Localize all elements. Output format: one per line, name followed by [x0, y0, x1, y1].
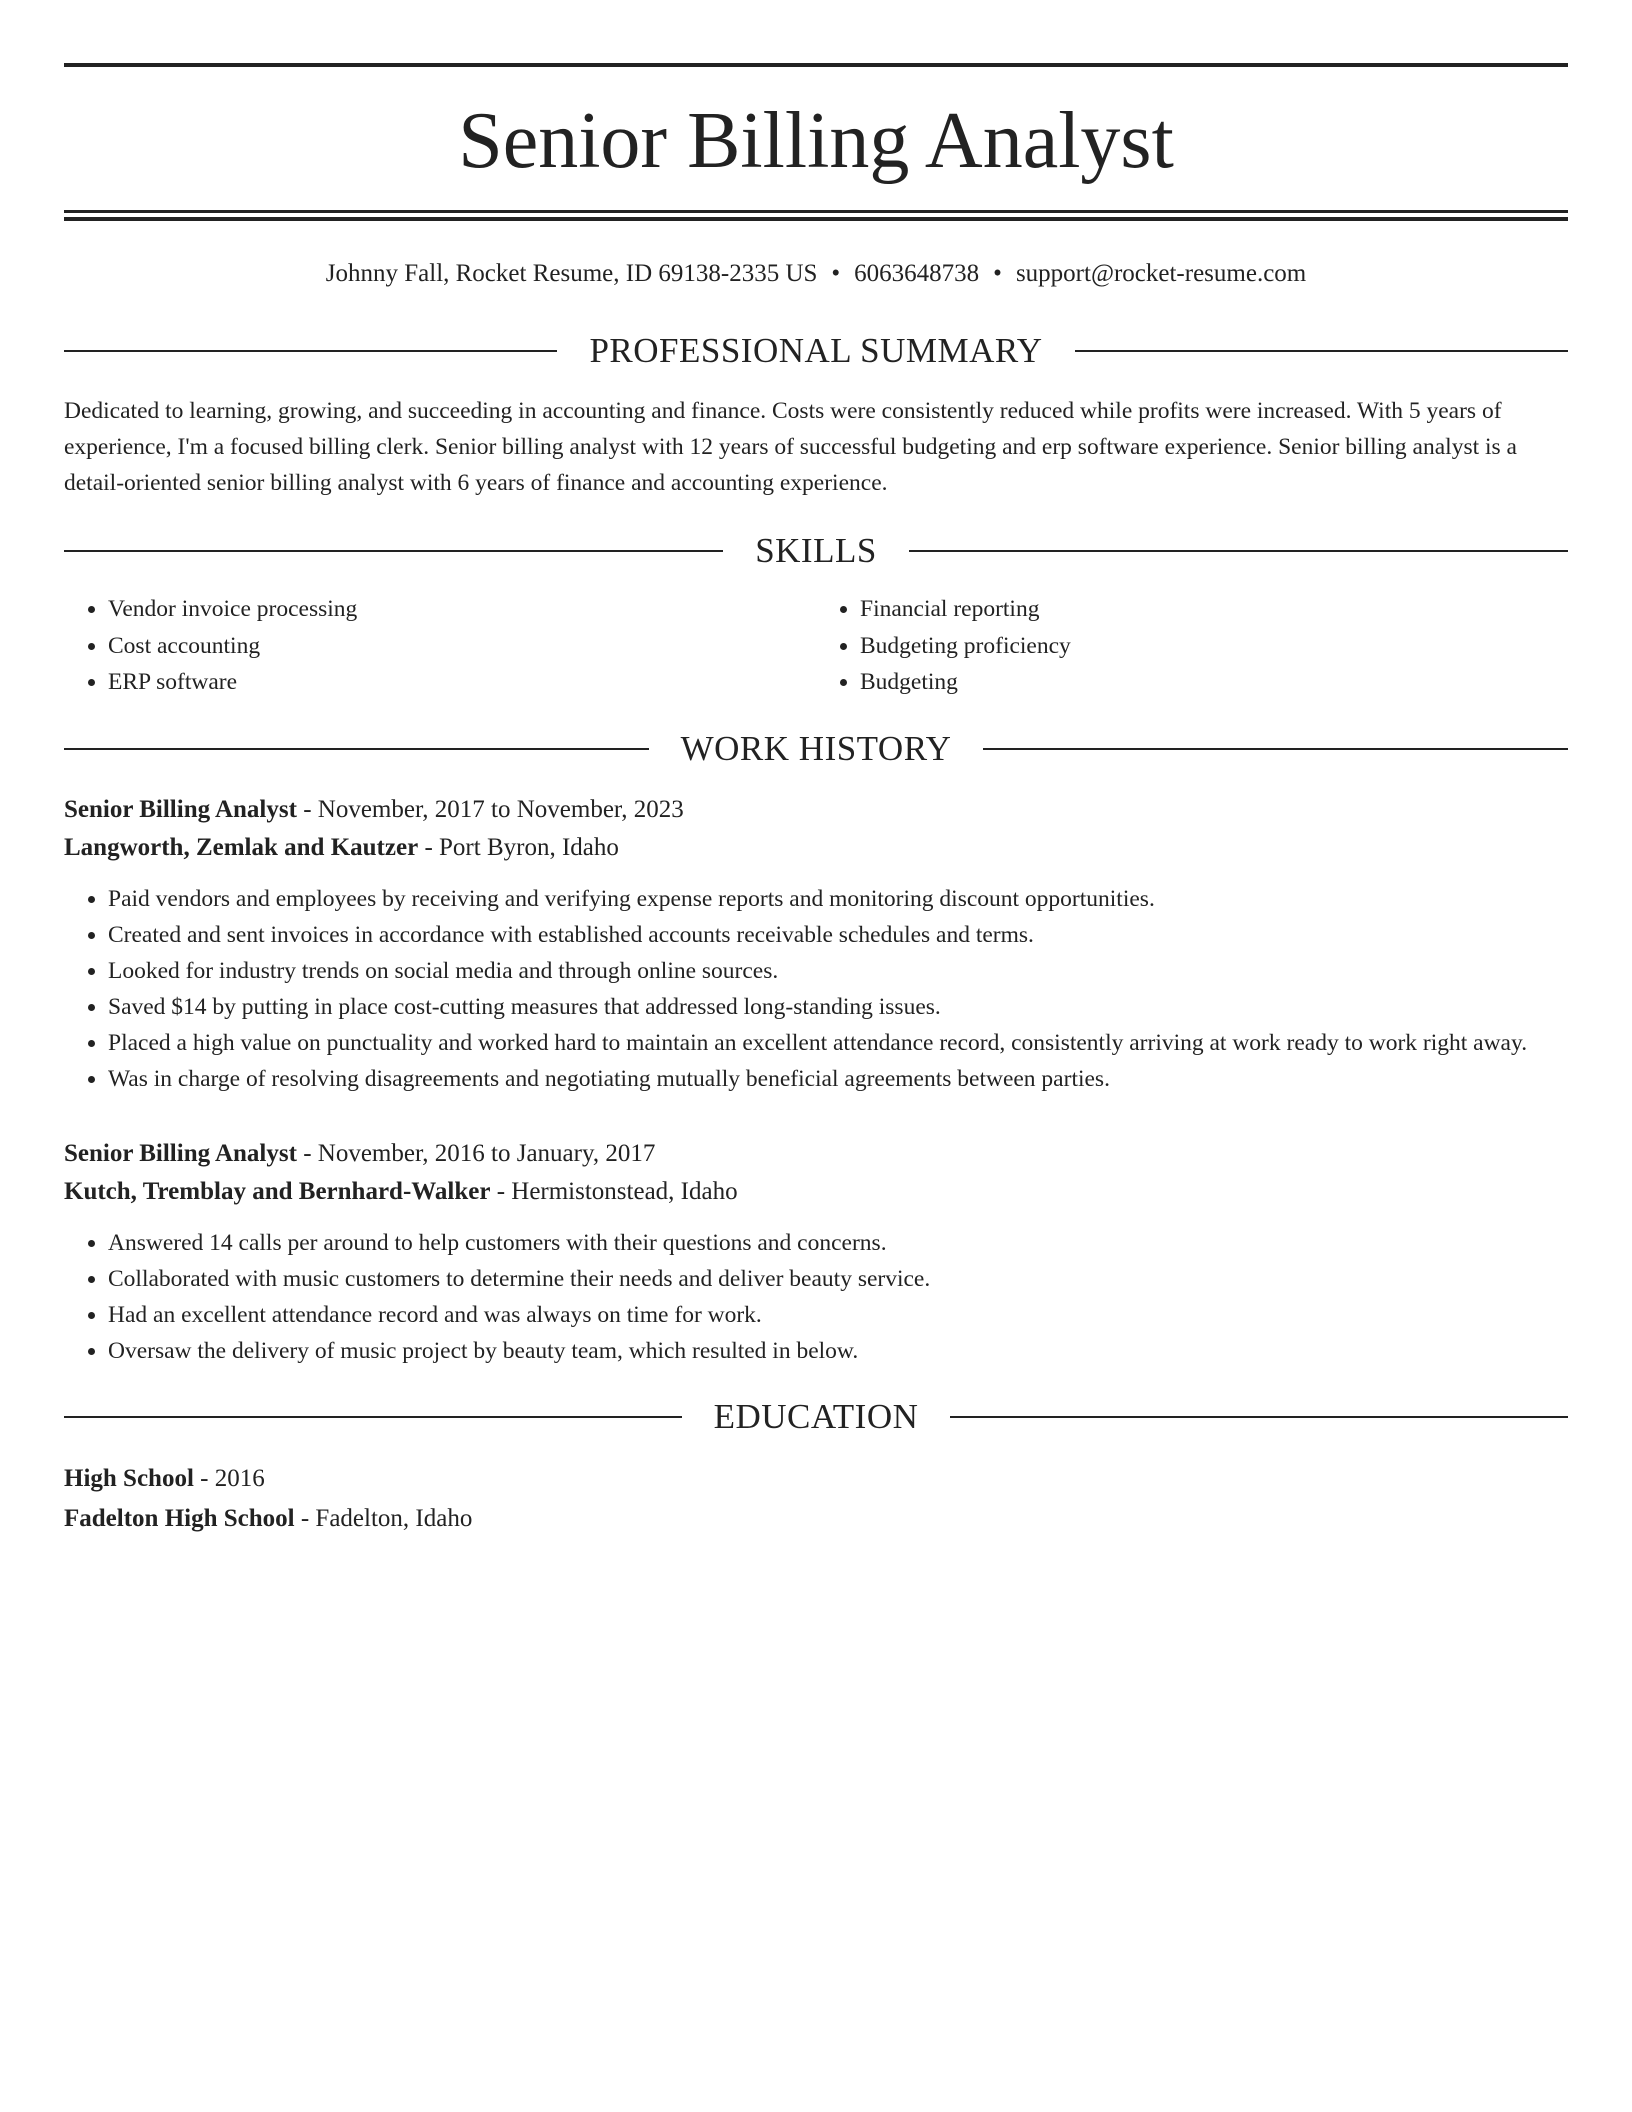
top-rule: [64, 63, 1568, 67]
job-company: Kutch, Tremblay and Bernhard-Walker: [64, 1177, 491, 1205]
job-title: Senior Billing Analyst: [64, 795, 297, 823]
resume-page: [64, 0, 1568, 1539]
title-double-rule: [64, 210, 1568, 221]
skills-section-heading: [64, 531, 1568, 571]
resume-title: Senior Billing Analyst: [458, 97, 1174, 185]
job-entry: [64, 1135, 1568, 1369]
skill-item: • Vendor invoice processing: [108, 591, 816, 628]
contact-email[interactable]: support@rocket-resume.com: [1015, 260, 1307, 287]
contact-separator: •: [831, 260, 841, 287]
education-school-line: [64, 1499, 1568, 1539]
heading-rule-right: [950, 1416, 1568, 1418]
job-title-line: [64, 1135, 1568, 1173]
skill-item: • Cost accounting: [108, 628, 816, 665]
summary-heading-label: PROFESSIONAL SUMMARY: [589, 331, 1043, 370]
job-bullet: • Was in charge of resolving disagreements and negotiating mutually beneficial agreements between parties.: [108, 1061, 1568, 1097]
job-bullet: • Paid vendors and employees by receiving and verifying expense reports and monitoring discount opportunities.: [108, 881, 1568, 917]
heading-rule-left: [64, 350, 557, 352]
heading-rule-left: [64, 748, 649, 750]
job-bullet: • Placed a high value on punctuality and worked hard to maintain an excellent attendance record, consistently arriving at work ready to work right away.: [108, 1025, 1568, 1061]
job-bullet: • Looked for industry trends on social media and through online sources.: [108, 953, 1568, 989]
skills-list: [64, 591, 1568, 701]
skill-item: • Budgeting proficiency: [860, 628, 1568, 665]
job-location: - Hermistonstead, Idaho: [490, 1177, 738, 1205]
education-section-heading: [64, 1397, 1568, 1437]
heading-rule-left: [64, 550, 723, 552]
education-degree-line: [64, 1459, 1568, 1499]
job-bullet: • Had an excellent attendance record and was always on time for work.: [108, 1297, 1568, 1333]
summary-section-heading: [64, 331, 1568, 371]
job-company-line: [64, 829, 1568, 867]
job-company: Langworth, Zemlak and Kautzer: [64, 833, 419, 861]
education-location: - Fadelton, Idaho: [294, 1504, 473, 1532]
skills-column-left: [64, 591, 816, 701]
job-dates: - November, 2017 to November, 2023: [296, 795, 684, 823]
work-history-heading-label: WORK HISTORY: [680, 728, 952, 768]
education-school: Fadelton High School: [64, 1504, 295, 1532]
skill-item: • Financial reporting: [860, 591, 1568, 628]
skills-column-right: [816, 591, 1568, 701]
summary-paragraph: Dedicated to learning, growing, and succeeding in accounting and finance. Costs were consistently reduced while profits were increased. With 5 years of experience, I'm a focused billing clerk. Senior billing analyst with 12 years of successful budgeting and erp software experience. Senior billing analyst is a detail-oriented senior billing analyst with 6 years of finance and accounting experience.: [64, 398, 1517, 496]
job-company-line: [64, 1173, 1568, 1211]
skill-item: • Budgeting: [860, 664, 1568, 701]
education-heading-label: EDUCATION: [713, 1396, 919, 1436]
job-title: Senior Billing Analyst: [64, 1139, 297, 1167]
education-entry: [64, 1459, 1568, 1539]
job-location: - Port Byron, Idaho: [418, 833, 619, 861]
job-title-line: [64, 791, 1568, 829]
work-history-section-heading: [64, 729, 1568, 769]
heading-rule-right: [983, 748, 1568, 750]
contact-line: [64, 259, 1568, 289]
contact-phone: 6063648738: [854, 260, 980, 287]
education-degree: High School: [64, 1464, 194, 1492]
contact-address: Johnny Fall, Rocket Resume, ID 69138-2335 US: [325, 260, 818, 287]
skills-heading-label: SKILLS: [755, 531, 877, 570]
job-dates: - November, 2016 to January, 2017: [296, 1139, 656, 1167]
heading-rule-right: [1075, 350, 1568, 352]
job-bullets: [64, 1225, 1568, 1369]
job-bullet: • Collaborated with music customers to determine their needs and deliver beauty service.: [108, 1261, 1568, 1297]
skill-item: • ERP software: [108, 664, 816, 701]
job-entry: [64, 791, 1568, 1097]
heading-rule-left: [64, 1416, 682, 1418]
education-year: - 2016: [193, 1464, 265, 1492]
contact-separator: •: [993, 260, 1002, 287]
heading-rule-right: [909, 550, 1568, 552]
job-bullet: • Created and sent invoices in accordance with established accounts receivable schedules and terms.: [108, 917, 1568, 953]
job-bullet: • Answered 14 calls per around to help customers with their questions and concerns.: [108, 1225, 1568, 1261]
job-bullet: • Oversaw the delivery of music project by beauty team, which resulted in below.: [108, 1333, 1568, 1369]
job-bullet: • Saved $14 by putting in place cost-cutting measures that addressed long-standing issues.: [108, 989, 1568, 1025]
job-bullets: [64, 881, 1568, 1097]
